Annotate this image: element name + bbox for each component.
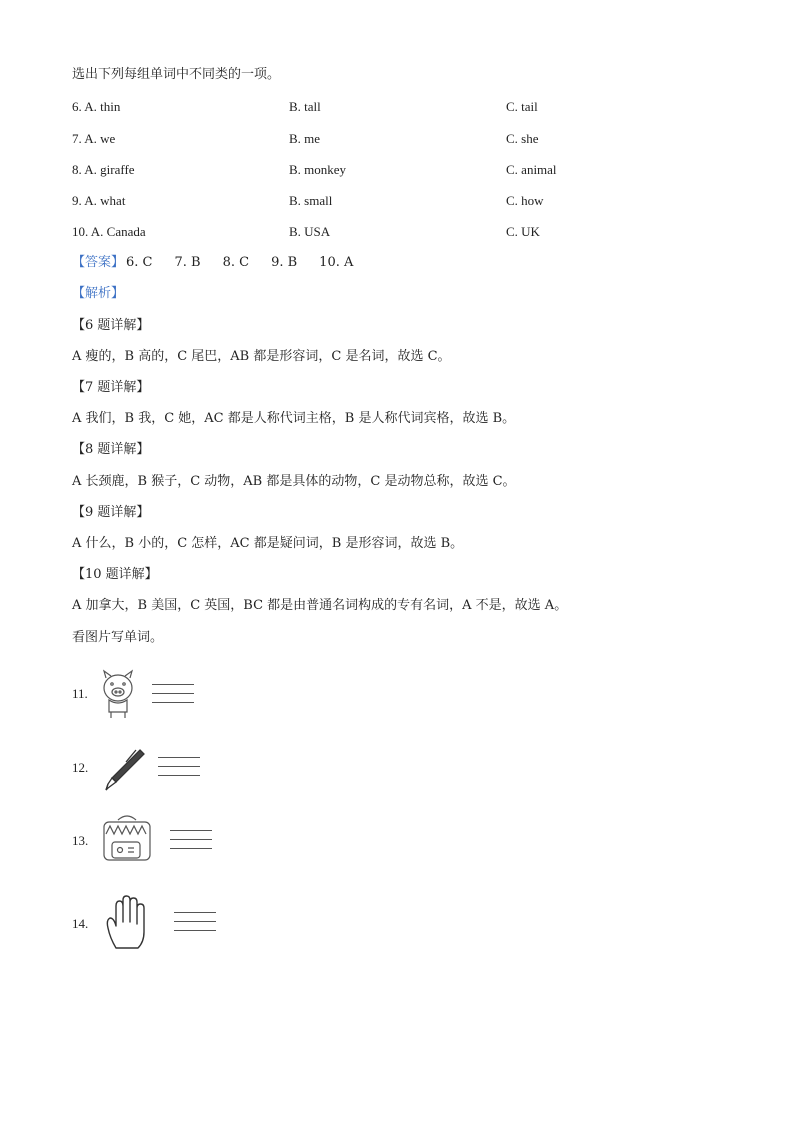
answer-row: [72, 254, 363, 272]
q7-option-a: 7. A. we: [72, 131, 116, 146]
detail-8-text: A 长颈鹿，B 猴子，C 动物，AB 都是具体的动物，C 是动物总称，故选 C。: [72, 474, 516, 489]
detail-10-title: 【10 题详解】: [72, 567, 158, 582]
q12-answer-lines[interactable]: [158, 757, 200, 784]
analysis-label: 【解析】: [72, 286, 125, 301]
q7-option-c: C. she: [506, 131, 539, 146]
q12-number: 12.: [72, 760, 89, 775]
q13-answer-lines[interactable]: [170, 830, 212, 857]
q8-option-b: B. monkey: [289, 162, 347, 177]
answer-10: 10. A: [319, 255, 354, 270]
q13-number: 13.: [72, 833, 89, 848]
answer-label: 【答案】: [72, 255, 125, 270]
q10-option-b: B. USA: [289, 224, 331, 239]
answer-8: 8. C: [222, 255, 250, 270]
q11-answer-lines[interactable]: [152, 684, 194, 711]
q14-number: 14.: [72, 916, 89, 931]
q6-option-a: 6. A. thin: [72, 99, 121, 114]
q9-option-a: 9. A. what: [72, 193, 126, 208]
q10-option-a: 10. A. Canada: [72, 224, 146, 239]
hand-icon: [102, 894, 152, 952]
detail-6-text: A 瘦的，B 高的，C 尾巴，AB 都是形容词，C 是名词，故选 C。: [72, 349, 451, 364]
detail-6-title: 【6 题详解】: [72, 318, 150, 333]
schoolbag-icon: [98, 812, 156, 864]
answer-6: 6. C: [126, 255, 153, 270]
detail-8-title: 【8 题详解】: [72, 442, 150, 457]
pen-icon: [100, 746, 148, 792]
q7-option-b: B. me: [289, 131, 321, 146]
answer-7: 7. B: [174, 255, 201, 270]
section2-instruction: 看图片写单词。: [72, 630, 164, 645]
detail-7-text: A 我们，B 我，C 她，AC 都是人称代词主格，B 是人称代词宾格，故选 B。: [72, 411, 516, 426]
q10-option-c: C. UK: [506, 224, 540, 239]
q8-option-c: C. animal: [506, 162, 557, 177]
q14-answer-lines[interactable]: [174, 912, 216, 939]
q8-option-a: 8. A. giraffe: [72, 162, 135, 177]
pig-icon: [98, 668, 138, 720]
q11-number: 11.: [72, 686, 88, 701]
answer-9: 9. B: [271, 255, 298, 270]
section1-instruction: 选出下列每组单词中不同类的一项。: [72, 67, 281, 82]
q9-option-b: B. small: [289, 193, 333, 208]
detail-7-title: 【7 题详解】: [72, 380, 150, 395]
q6-option-b: B. tall: [289, 99, 321, 114]
detail-9-text: A 什么，B 小的，C 怎样，AC 都是疑问词，B 是形容词，故选 B。: [72, 536, 464, 551]
q9-option-c: C. how: [506, 193, 544, 208]
detail-10-text: A 加拿大，B 美国，C 英国，BC 都是由普通名词构成的专有名词，A 不是，故选 A。: [72, 598, 568, 613]
q6-option-c: C. tail: [506, 99, 538, 114]
detail-9-title: 【9 题详解】: [72, 505, 150, 520]
